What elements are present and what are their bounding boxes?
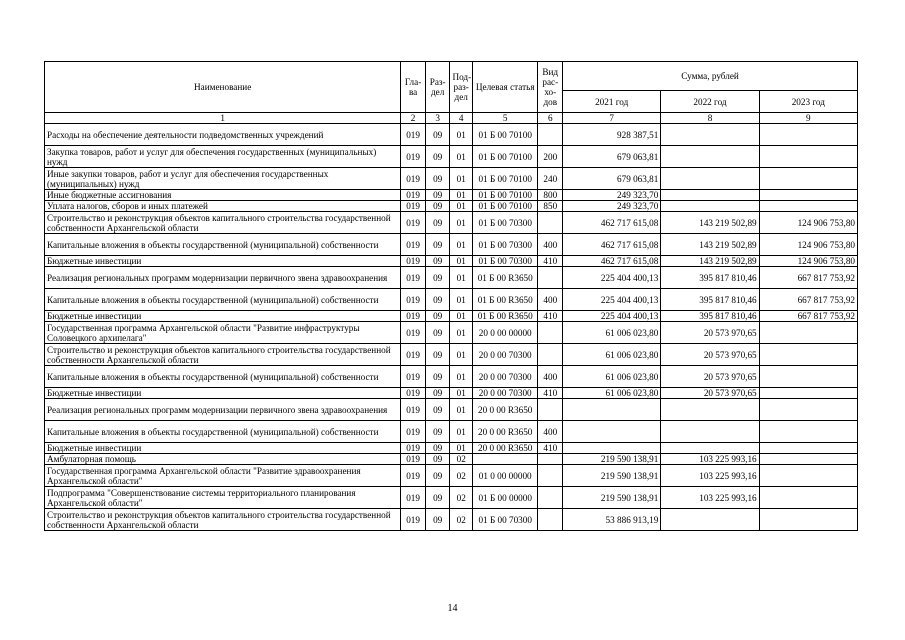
row-sum-2021: 225 404 400,13 (563, 311, 661, 322)
row-vid: 400 (538, 289, 563, 311)
row-sum-2023 (759, 344, 857, 366)
row-vid (538, 487, 563, 509)
table-row (45, 454, 858, 465)
row-glava: 019 (401, 311, 426, 322)
row-vid: 410 (538, 311, 563, 322)
row-sum-2022 (661, 190, 759, 201)
row-razdel: 09 (425, 168, 450, 190)
row-sum-2021: 219 590 138,91 (563, 454, 661, 465)
row-podrazdel: 01 (450, 234, 473, 256)
row-sum-2023 (759, 399, 857, 421)
row-target: 01 Б 00 R3650 (472, 267, 538, 289)
row-name: Государственная программа Архангельской области "Развитие здравоохранения Архангельской области" (45, 465, 401, 487)
row-target: 01 Б 00 70100 (472, 146, 538, 168)
table-row (45, 201, 858, 212)
row-name: Капитальные вложения в объекты государственной (муниципальной) собственности (45, 289, 401, 311)
row-podrazdel: 01 (450, 168, 473, 190)
row-sum-2022: 20 573 970,65 (661, 388, 759, 399)
row-vid: 400 (538, 421, 563, 443)
table-row (45, 212, 858, 234)
header-vid: Вид рас-хо-дов (538, 62, 563, 113)
row-name: Реализация региональных программ модернизации первичного звена здравоохранения (45, 399, 401, 421)
row-target: 01 Б 00 70300 (472, 234, 538, 256)
row-podrazdel: 02 (450, 465, 473, 487)
row-name: Капитальные вложения в объекты государственной (муниципальной) собственности (45, 234, 401, 256)
row-podrazdel: 02 (450, 487, 473, 509)
table-row (45, 421, 858, 443)
row-sum-2022: 143 219 502,89 (661, 234, 759, 256)
row-vid: 400 (538, 234, 563, 256)
header-target: Целевая статья (472, 62, 538, 113)
row-sum-2023 (759, 146, 857, 168)
row-target: 01 Б 00 70100 (472, 124, 538, 146)
table-row (45, 311, 858, 322)
row-target: 01 Б 00 R3650 (472, 289, 538, 311)
row-glava: 019 (401, 256, 426, 267)
row-vid: 800 (538, 190, 563, 201)
row-sum-2021: 679 063,81 (563, 146, 661, 168)
row-sum-2021: 679 063,81 (563, 168, 661, 190)
row-sum-2023 (759, 443, 857, 454)
row-vid (538, 124, 563, 146)
table-row (45, 322, 858, 344)
row-razdel: 09 (425, 421, 450, 443)
row-sum-2023 (759, 465, 857, 487)
table-row (45, 399, 858, 421)
row-razdel: 09 (425, 322, 450, 344)
row-podrazdel: 01 (450, 267, 473, 289)
row-glava: 019 (401, 124, 426, 146)
row-sum-2022: 20 573 970,65 (661, 322, 759, 344)
row-name: Бюджетные инвестиции (45, 256, 401, 267)
row-podrazdel: 01 (450, 399, 473, 421)
row-target: 20 0 00 70300 (472, 366, 538, 388)
row-sum-2022: 395 817 810,46 (661, 311, 759, 322)
row-sum-2023: 124 906 753,80 (759, 256, 857, 267)
row-name: Капитальные вложения в объекты государственной (муниципальной) собственности (45, 366, 401, 388)
row-sum-2023: 124 906 753,80 (759, 234, 857, 256)
row-sum-2021: 219 590 138,91 (563, 487, 661, 509)
row-sum-2022 (661, 146, 759, 168)
row-sum-2022 (661, 399, 759, 421)
table-row (45, 256, 858, 267)
row-podrazdel: 01 (450, 344, 473, 366)
row-sum-2022: 20 573 970,65 (661, 344, 759, 366)
row-sum-2021: 53 886 913,19 (563, 509, 661, 531)
row-sum-2021: 61 006 023,80 (563, 322, 661, 344)
row-name: Строительство и реконструкция объектов капитального строительства государственной собственности Архангельской области (45, 212, 401, 234)
row-sum-2021: 225 404 400,13 (563, 289, 661, 311)
row-sum-2023: 124 906 753,80 (759, 212, 857, 234)
column-number-row (45, 113, 858, 124)
row-sum-2023 (759, 190, 857, 201)
row-vid (538, 212, 563, 234)
row-sum-2023 (759, 366, 857, 388)
row-razdel: 09 (425, 234, 450, 256)
row-sum-2022: 103 225 993,16 (661, 454, 759, 465)
row-glava: 019 (401, 388, 426, 399)
row-razdel: 09 (425, 267, 450, 289)
table-row (45, 168, 858, 190)
row-sum-2021: 928 387,51 (563, 124, 661, 146)
row-sum-2023: 667 817 753,92 (759, 267, 857, 289)
row-vid: 200 (538, 146, 563, 168)
row-sum-2022: 103 225 993,16 (661, 465, 759, 487)
row-target: 01 Б 00 R3650 (472, 311, 538, 322)
row-sum-2023 (759, 168, 857, 190)
row-target: 20 0 00 70300 (472, 388, 538, 399)
row-sum-2021 (563, 421, 661, 443)
table-row (45, 289, 858, 311)
row-name: Строительство и реконструкция объектов капитального строительства государственной собственности Архангельской области (45, 344, 401, 366)
row-sum-2021: 225 404 400,13 (563, 267, 661, 289)
table-row (45, 344, 858, 366)
row-target: 01 Б 00 70100 (472, 190, 538, 201)
row-podrazdel: 01 (450, 443, 473, 454)
row-sum-2021: 61 006 023,80 (563, 366, 661, 388)
row-sum-2021: 61 006 023,80 (563, 344, 661, 366)
row-target: 20 0 00 R3650 (472, 421, 538, 443)
row-sum-2023: 667 817 753,92 (759, 289, 857, 311)
row-vid (538, 509, 563, 531)
header-podrazdel: Под-раз-дел (450, 62, 473, 113)
row-target: 01 Б 00 70100 (472, 201, 538, 212)
row-razdel: 09 (425, 201, 450, 212)
row-podrazdel: 01 (450, 124, 473, 146)
row-razdel: 09 (425, 509, 450, 531)
row-vid (538, 344, 563, 366)
row-sum-2021 (563, 443, 661, 454)
row-name: Бюджетные инвестиции (45, 388, 401, 399)
row-name: Строительство и реконструкция объектов капитального строительства государственной собственности Архангельской области (45, 509, 401, 531)
row-razdel: 09 (425, 256, 450, 267)
row-vid: 240 (538, 168, 563, 190)
row-glava: 019 (401, 454, 426, 465)
row-name: Иные закупки товаров, работ и услуг для обеспечения государственных (муниципальных) нужд (45, 168, 401, 190)
row-razdel: 09 (425, 344, 450, 366)
row-razdel: 09 (425, 311, 450, 322)
row-razdel: 09 (425, 388, 450, 399)
row-sum-2021: 219 590 138,91 (563, 465, 661, 487)
row-sum-2023: 667 817 753,92 (759, 311, 857, 322)
row-sum-2022 (661, 443, 759, 454)
row-target: 20 0 00 R3650 (472, 443, 538, 454)
row-razdel: 09 (425, 443, 450, 454)
row-sum-2023 (759, 487, 857, 509)
column-number: 9 (759, 113, 857, 124)
row-glava: 019 (401, 234, 426, 256)
row-vid (538, 322, 563, 344)
row-target (472, 454, 538, 465)
row-glava: 019 (401, 421, 426, 443)
column-number: 1 (45, 113, 401, 124)
row-podrazdel: 02 (450, 509, 473, 531)
row-glava: 019 (401, 399, 426, 421)
page-number: 14 (447, 603, 458, 614)
row-name: Расходы на обеспечение деятельности подведомственных учреждений (45, 124, 401, 146)
row-razdel: 09 (425, 366, 450, 388)
row-target: 01 Б 00 70300 (472, 212, 538, 234)
row-glava: 019 (401, 146, 426, 168)
header-year-2021: 2021 год (563, 91, 661, 113)
row-sum-2022 (661, 421, 759, 443)
header-razdel: Раз-дел (425, 62, 450, 113)
table-row (45, 509, 858, 531)
row-name: Амбулаторная помощь (45, 454, 401, 465)
row-sum-2022: 143 219 502,89 (661, 256, 759, 267)
row-name: Бюджетные инвестиции (45, 311, 401, 322)
table-row (45, 267, 858, 289)
table-row (45, 366, 858, 388)
row-target: 01 0 00 00000 (472, 465, 538, 487)
row-podrazdel: 01 (450, 421, 473, 443)
row-vid: 400 (538, 366, 563, 388)
row-podrazdel: 01 (450, 146, 473, 168)
row-glava: 019 (401, 289, 426, 311)
column-number: 2 (401, 113, 426, 124)
column-number: 5 (472, 113, 538, 124)
row-sum-2022: 20 573 970,65 (661, 366, 759, 388)
table-row (45, 487, 858, 509)
row-razdel: 09 (425, 399, 450, 421)
row-vid: 410 (538, 256, 563, 267)
table-row (45, 465, 858, 487)
row-glava: 019 (401, 487, 426, 509)
row-sum-2022: 395 817 810,46 (661, 289, 759, 311)
header-year-2023: 2023 год (759, 91, 857, 113)
row-sum-2023 (759, 201, 857, 212)
row-sum-2022 (661, 168, 759, 190)
header-glava: Гла-ва (401, 62, 426, 113)
row-podrazdel: 02 (450, 454, 473, 465)
row-sum-2022 (661, 124, 759, 146)
row-sum-2021: 462 717 615,08 (563, 234, 661, 256)
row-glava: 019 (401, 443, 426, 454)
row-vid (538, 399, 563, 421)
row-sum-2021: 249 323,70 (563, 201, 661, 212)
table-row (45, 146, 858, 168)
column-number: 8 (661, 113, 759, 124)
row-name: Реализация региональных программ модернизации первичного звена здравоохранения (45, 267, 401, 289)
row-podrazdel: 01 (450, 322, 473, 344)
table-body (45, 113, 858, 531)
row-podrazdel: 01 (450, 212, 473, 234)
row-vid: 410 (538, 388, 563, 399)
row-vid (538, 454, 563, 465)
row-target: 20 0 00 70300 (472, 344, 538, 366)
row-sum-2022: 143 219 502,89 (661, 212, 759, 234)
row-razdel: 09 (425, 212, 450, 234)
row-glava: 019 (401, 465, 426, 487)
row-glava: 019 (401, 344, 426, 366)
row-vid (538, 465, 563, 487)
row-glava: 019 (401, 201, 426, 212)
row-sum-2023 (759, 124, 857, 146)
column-number: 3 (425, 113, 450, 124)
row-name: Иные бюджетные ассигнования (45, 190, 401, 201)
row-podrazdel: 01 (450, 311, 473, 322)
row-sum-2023 (759, 421, 857, 443)
table-row (45, 234, 858, 256)
column-number: 6 (538, 113, 563, 124)
row-razdel: 09 (425, 454, 450, 465)
row-target: 01 Б 00 00000 (472, 487, 538, 509)
row-glava: 019 (401, 190, 426, 201)
row-glava: 019 (401, 509, 426, 531)
row-sum-2022 (661, 509, 759, 531)
row-name: Бюджетные инвестиции (45, 443, 401, 454)
row-sum-2023 (759, 454, 857, 465)
column-number: 4 (450, 113, 473, 124)
row-sum-2021: 61 006 023,80 (563, 388, 661, 399)
row-sum-2023 (759, 509, 857, 531)
column-number: 7 (563, 113, 661, 124)
table-row (45, 190, 858, 201)
row-razdel: 09 (425, 146, 450, 168)
table-row (45, 124, 858, 146)
row-razdel: 09 (425, 124, 450, 146)
row-vid: 850 (538, 201, 563, 212)
row-sum-2022: 103 225 993,16 (661, 487, 759, 509)
header-name: Наименование (45, 62, 401, 113)
row-sum-2021: 249 323,70 (563, 190, 661, 201)
row-sum-2021: 462 717 615,08 (563, 212, 661, 234)
row-glava: 019 (401, 322, 426, 344)
row-vid (538, 267, 563, 289)
row-target: 01 Б 00 70100 (472, 168, 538, 190)
row-target: 01 Б 00 70300 (472, 256, 538, 267)
row-name: Капитальные вложения в объекты государственной (муниципальной) собственности (45, 421, 401, 443)
budget-table (44, 61, 858, 531)
row-sum-2023 (759, 388, 857, 399)
row-name: Подпрограмма "Совершенствование системы территориального планирования Архангельской области" (45, 487, 401, 509)
row-razdel: 09 (425, 465, 450, 487)
row-podrazdel: 01 (450, 190, 473, 201)
row-sum-2022: 395 817 810,46 (661, 267, 759, 289)
row-podrazdel: 01 (450, 388, 473, 399)
row-target: 20 0 00 00000 (472, 322, 538, 344)
row-name: Государственная программа Архангельской области "Развитие инфраструктуры Соловецкого архипелага" (45, 322, 401, 344)
row-sum-2023 (759, 322, 857, 344)
row-glava: 019 (401, 366, 426, 388)
row-razdel: 09 (425, 190, 450, 201)
header-sum-title: Сумма, рублей (563, 62, 858, 91)
row-name: Закупка товаров, работ и услуг для обеспечения государственных (муниципальных) нужд (45, 146, 401, 168)
row-name: Уплата налогов, сборов и иных платежей (45, 201, 401, 212)
row-glava: 019 (401, 168, 426, 190)
row-razdel: 09 (425, 289, 450, 311)
row-sum-2021 (563, 399, 661, 421)
row-vid: 410 (538, 443, 563, 454)
row-sum-2022 (661, 201, 759, 212)
header-year-2022: 2022 год (661, 91, 759, 113)
row-glava: 019 (401, 267, 426, 289)
row-target: 01 Б 00 70300 (472, 509, 538, 531)
row-glava: 019 (401, 212, 426, 234)
row-podrazdel: 01 (450, 366, 473, 388)
table-row (45, 443, 858, 454)
row-sum-2021: 462 717 615,08 (563, 256, 661, 267)
row-razdel: 09 (425, 487, 450, 509)
table-row (45, 388, 858, 399)
row-podrazdel: 01 (450, 201, 473, 212)
row-target: 20 0 00 R3650 (472, 399, 538, 421)
row-podrazdel: 01 (450, 289, 473, 311)
row-podrazdel: 01 (450, 256, 473, 267)
